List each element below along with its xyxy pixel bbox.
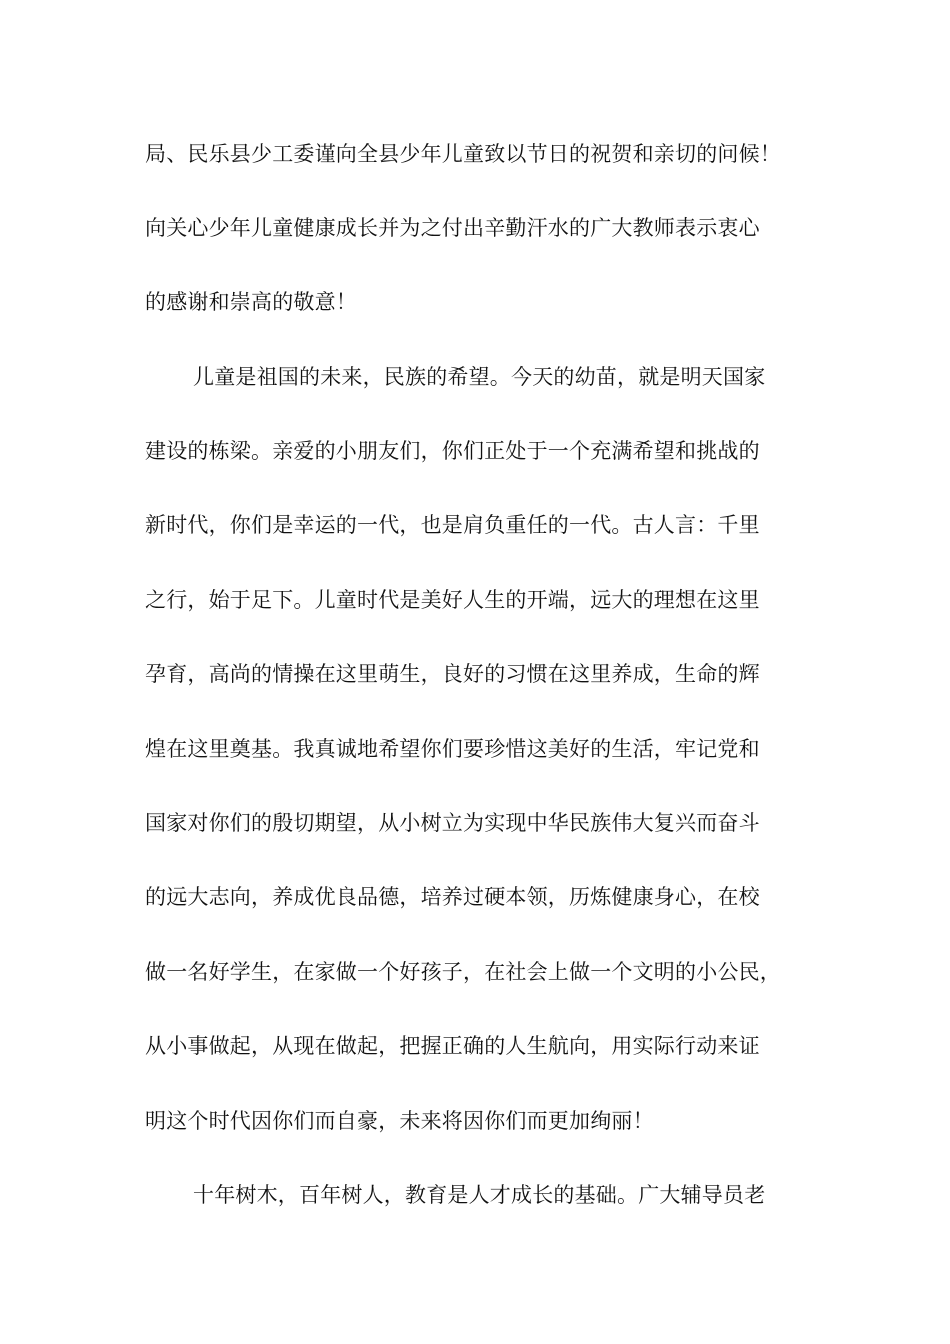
text-line-2: 向关心少年儿童健康成长并为之付出辛勤汗水的广大教师表示衷心 [145, 216, 760, 240]
paragraph-2-line-3: 新时代，你们是幸运的一代，也是肩负重任的一代。古人言：千里 [145, 513, 760, 537]
paragraph-2-line-4: 之行，始于足下。儿童时代是美好人生的开端，远大的理想在这里 [145, 588, 760, 612]
paragraph-2-line-6: 煌在这里奠基。我真诚地希望你们要珍惜这美好的生活，牢记党和 [145, 737, 760, 761]
paragraph-2-line-11: 明这个时代因你们而自豪，未来将因你们而更加绚丽！ [145, 1109, 654, 1133]
text-line-3: 的感谢和崇高的敬意！ [145, 290, 357, 314]
paragraph-2-line-8: 的远大志向，养成优良品德，培养过硬本领，历炼健康身心，在校 [145, 885, 760, 909]
paragraph-2-line-7: 国家对你们的殷切期望，从小树立为实现中华民族伟大复兴而奋斗 [145, 811, 760, 835]
paragraph-2-line-10: 从小事做起，从现在做起，把握正确的人生航向，用实际行动来证 [145, 1034, 760, 1058]
paragraph-2-line-9: 做一名好学生，在家做一个好孩子，在社会上做一个文明的小公民， [145, 960, 781, 984]
text-line-1: 局、民乐县少工委谨向全县少年儿童致以节日的祝贺和亲切的问候！ [145, 142, 781, 166]
paragraph-2-line-2: 建设的栋梁。亲爱的小朋友们，你们正处于一个充满希望和挑战的 [145, 439, 760, 463]
paragraph-3-line-1: 十年树木，百年树人，教育是人才成长的基础。广大辅导员老 [193, 1183, 766, 1207]
paragraph-2-line-1: 儿童是祖国的未来，民族的希望。今天的幼苗，就是明天国家 [193, 365, 766, 389]
paragraph-2-line-5: 孕育，高尚的情操在这里萌生，良好的习惯在这里养成，生命的辉 [145, 662, 760, 686]
